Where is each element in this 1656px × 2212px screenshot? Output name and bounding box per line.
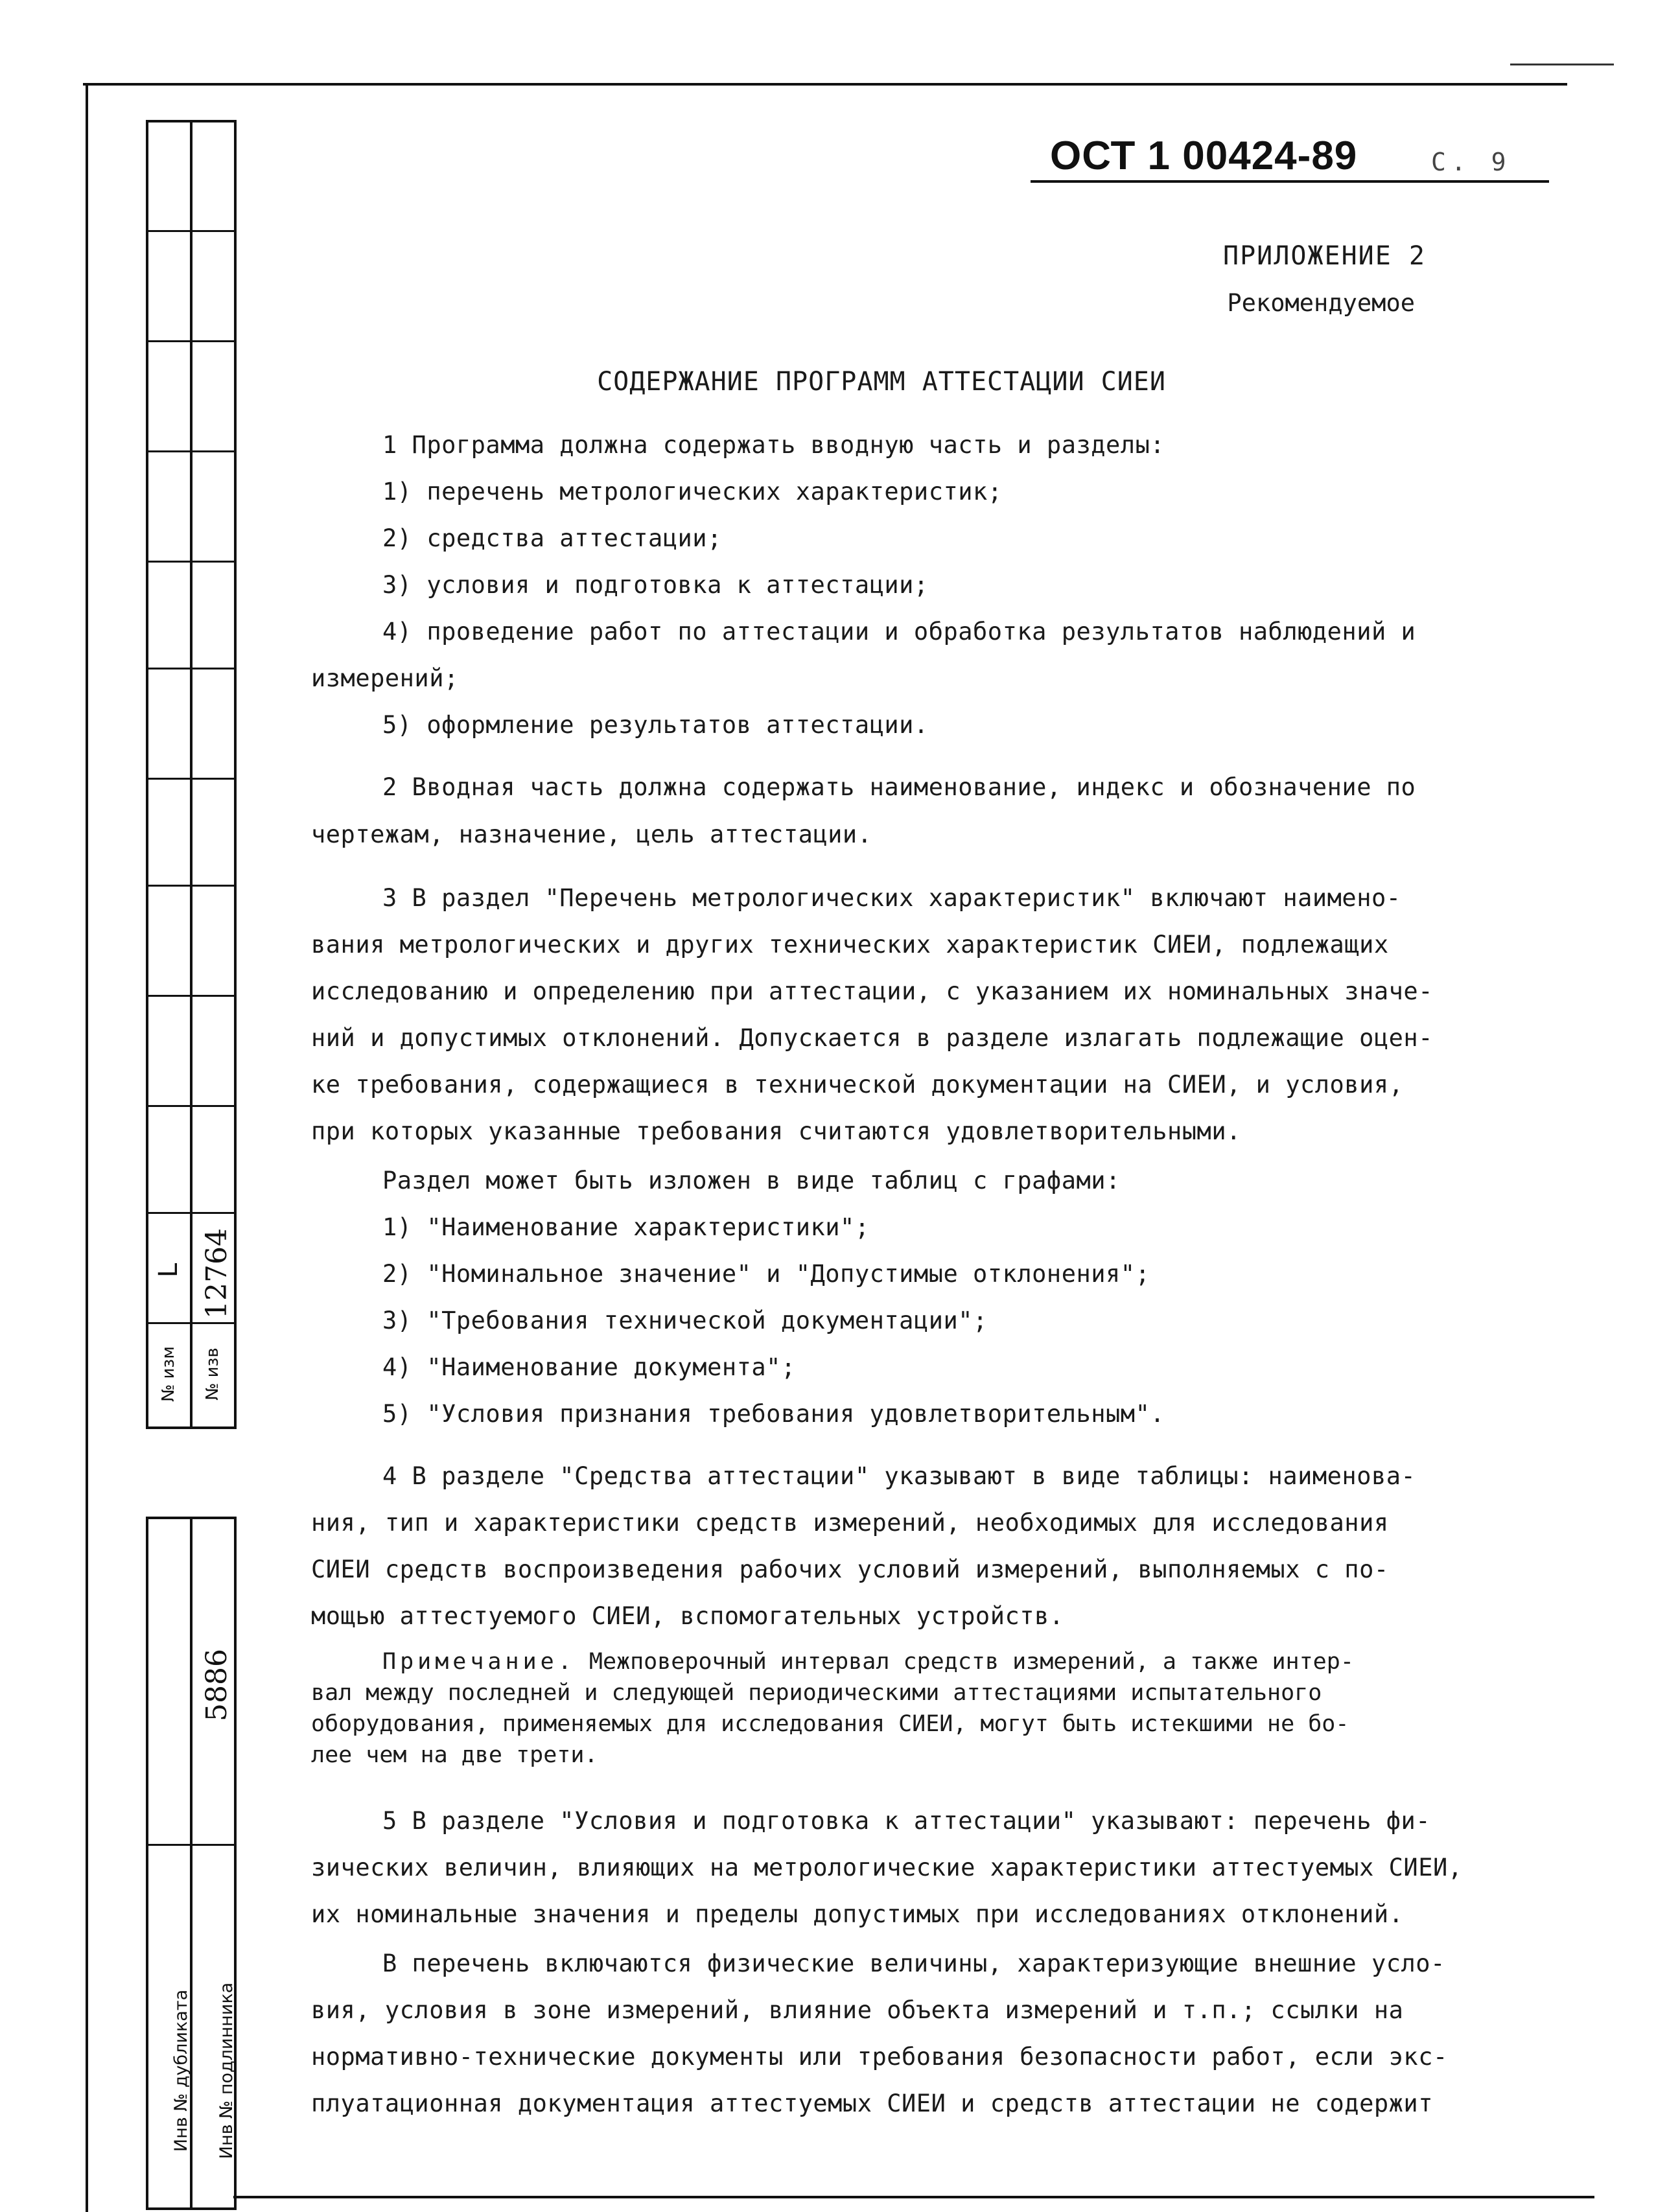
side-stamp-cell-line — [146, 885, 237, 887]
side-stamp-cell-line — [146, 230, 237, 232]
document-code: ОСТ 1 00424-89 — [1050, 134, 1358, 178]
side-stamp-cell-line — [146, 1212, 237, 1214]
paragraph-2-line: 2 Вводная часть должна содержать наименование, индекс и обозначение по — [382, 773, 1416, 801]
paragraph-3-line: вания метрологических и других технических характеристик СИЕИ, подлежащих — [311, 931, 1389, 959]
paragraph-5b-line: плуатационная документация аттестуемых СИЕИ и средств аттестации не содержит — [311, 2090, 1433, 2117]
note-text: Межповерочный интервал средств измерений, а также интер- — [589, 1649, 1354, 1675]
page-title: СОДЕРЖАНИЕ ПРОГРАММ АТТЕСТАЦИИ СИЕИ — [597, 367, 1166, 397]
paragraph-4-line: мощью аттестуемого СИЕИ, вспомогательных устройств. — [311, 1602, 1064, 1630]
paragraph-5-line: 5 В разделе "Условия и подготовка к аттестации" указывают: перечень фи- — [382, 1807, 1431, 1835]
list-item-continuation: измерений; — [311, 664, 459, 692]
side-stamp-cell-line — [146, 995, 237, 997]
list-item: 5) "Условия признания требования удовлетворительным". — [382, 1400, 1165, 1428]
paragraph-3-line: ке требования, содержащиеся в технической документации на СИЕИ, и условия, — [311, 1071, 1404, 1099]
list-item: 5) оформление результатов аттестации. — [382, 711, 929, 739]
paragraph-1-intro: 1 Программа должна содержать вводную часть и разделы: — [382, 431, 1165, 459]
side-izm-label: № изм — [159, 1346, 178, 1402]
paragraph-3-line: ний и допустимых отклонений. Допускается в разделе излагать подлежащие оцен- — [311, 1024, 1433, 1052]
frame-top-border-tail — [1510, 64, 1614, 65]
list-item: 1) перечень метрологических характеристик; — [382, 478, 1003, 506]
paragraph-4-line: 4 В разделе "Средства аттестации" указывают в виде таблицы: наименова- — [382, 1462, 1416, 1490]
note-first-line — [382, 1649, 1354, 1675]
bottom-rule — [233, 2196, 1594, 2198]
header-rule — [1031, 180, 1549, 183]
paragraph-3-line: исследованию и определению при аттестации, с указанием их номинальных значе- — [311, 977, 1433, 1005]
paragraph-5b-line: нормативно-технические документы или требования безопасности работ, если экс- — [311, 2043, 1448, 2071]
list-item: 4) проведение работ по аттестации и обработка результатов наблюдений и — [382, 618, 1416, 646]
paragraph-3-line: при которых указанные требования считаются удовлетворительными. — [311, 1117, 1241, 1145]
appendix-status: Рекомендуемое — [1227, 289, 1415, 317]
paragraph-2-line: чертежам, назначение, цель аттестации. — [311, 821, 872, 848]
paragraph-3-line: 3 В раздел "Перечень метрологических характеристик" включают наимено- — [382, 884, 1401, 912]
side-duplicate-label: Инв № дубликата — [171, 1989, 191, 2152]
side-original-label: Инв № подлинника — [216, 1982, 237, 2160]
note-line: вал между последней и следующей периодическими аттестациями испытательного — [311, 1680, 1322, 1706]
side-izm-value: L — [154, 1263, 183, 1278]
frame-top-border — [83, 83, 1567, 86]
appendix-label: ПРИЛОЖЕНИЕ 2 — [1223, 241, 1426, 271]
side-izv-value: 12764 — [200, 1228, 233, 1319]
note-line: лее чем на две трети. — [311, 1742, 598, 1768]
paragraph-5-line: зических величин, влияющих на метрологические характеристики аттестуемых СИЕИ, — [311, 1854, 1463, 1881]
side-stamp-cell-line — [146, 668, 237, 669]
page-number: С. 9 — [1431, 148, 1511, 176]
paragraph-4-line: ния, тип и характеристики средств измерений, необходимых для исследования — [311, 1509, 1389, 1537]
side-stamp-cell-line — [146, 340, 237, 342]
list-item: 1) "Наименование характеристики"; — [382, 1213, 870, 1241]
side-izv-label: № изв — [203, 1347, 222, 1401]
paragraph-4-line: СИЕИ средств воспроизведения рабочих условий измерений, выполняемых с по- — [311, 1555, 1389, 1583]
side-stamp-cell-line — [146, 778, 237, 780]
note-line: оборудования, применяемых для исследования СИЕИ, могут быть истекшими не бо- — [311, 1711, 1349, 1737]
frame-left-border — [86, 84, 88, 2212]
list-item: 3) "Требования технической документации"; — [382, 1307, 988, 1334]
paragraph-5-line: их номинальные значения и пределы допустимых при исследованиях отклонений. — [311, 1900, 1404, 1928]
paragraph-5b-line: В перечень включаются физические величины, характеризующие внешние усло- — [382, 1950, 1445, 1977]
paragraph-3-table-intro: Раздел может быть изложен в виде таблиц с графами: — [382, 1167, 1121, 1194]
side-original-number: 5886 — [200, 1649, 233, 1721]
list-item: 4) "Наименование документа"; — [382, 1353, 796, 1381]
list-item: 2) средства аттестации; — [382, 524, 722, 552]
side-stamp-cell-line — [146, 450, 237, 452]
list-item: 3) условия и подготовка к аттестации; — [382, 571, 929, 599]
list-item: 2) "Номинальное значение" и "Допустимые отклонения"; — [382, 1260, 1150, 1288]
side-stamp-cell-line — [146, 1105, 237, 1107]
note-label: Примечание. — [382, 1649, 576, 1675]
side-stamp-cell-line — [146, 1844, 237, 1846]
side-stamp-cell-line — [146, 561, 237, 563]
paragraph-5b-line: вия, условия в зоне измерений, влияние объекта измерений и т.п.; ссылки на — [311, 1996, 1404, 2024]
side-stamp-upper-divider — [190, 120, 192, 1429]
